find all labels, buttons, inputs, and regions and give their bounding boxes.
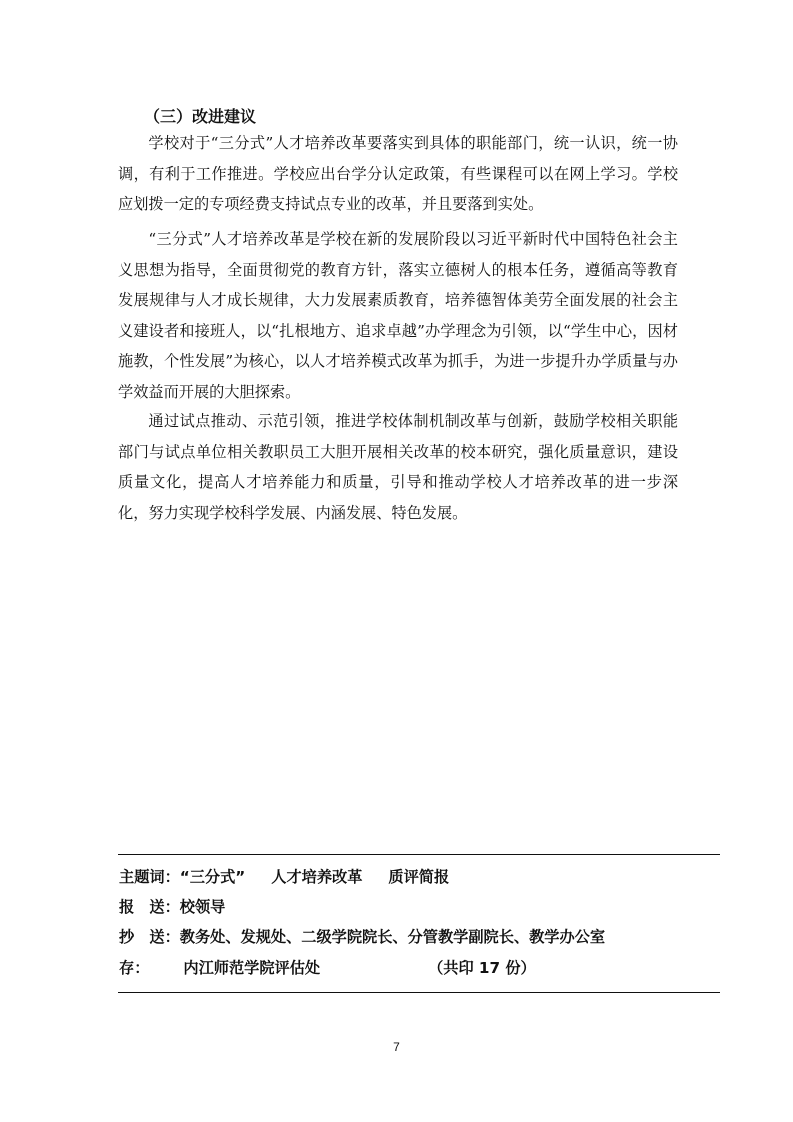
keyword-item: 质评简报 xyxy=(388,868,450,886)
paragraph-2: “三分式”人才培养改革是学校在新的发展阶段以习近平新时代中国特色社会主义思想为指导，全面贯彻党的教育方针，落实立德树人的根本任务，遵循高等教育发展规律与人才成长规律，大力发展素质教育，培养德智体美劳全面发展的社会主义建设者和接班人，以“扎根地方、追求卓越”办学理念为引领，以“学生中心，因材施教，个性发展”为核心，以人才培养模式改革为抓手，为进一步提升办学质量与办学效益而开展的大胆探索。 xyxy=(118,230,678,401)
paragraph-3: 通过试点推动、示范引领，推进学校体制机制改革与创新，鼓励学校相关职能部门与试点单位相关教职员工大胆开展相关改革的校本研究，强化质量意识，建设质量文化，提高人才培养能力和质量，引导和推动学校人才培养改革的进一步深化，努力实现学校科学发展、内涵发展、特色发展。 xyxy=(118,412,678,522)
paragraph-1: 学校对于“三分式”人才培养改革要落实到具体的职能部门，统一认识，统一协调，有利于工作推进。学校应出台学分认定政策，有些课程可以在网上学习。学校应划拨一定的专项经费支持试点专业的改革，并且要落到实处。 xyxy=(118,134,678,213)
print-count: （共印 17 份） xyxy=(428,959,536,977)
keywords-label: 主题词： xyxy=(119,868,180,886)
copy-recipients: 教务处、发规处、二级学院院长、分管教学副院长、教学办公室 xyxy=(179,928,605,946)
footer-top-rule xyxy=(118,854,720,855)
section-heading: （三）改进建议 xyxy=(144,107,257,126)
report-recipients: 校领导 xyxy=(179,898,226,916)
report-label: 报 送： xyxy=(119,898,180,916)
archive-row xyxy=(119,957,536,978)
footer-bottom-rule xyxy=(118,992,720,993)
page-number: 7 xyxy=(393,1040,400,1054)
keywords-row xyxy=(119,866,449,887)
copy-label: 抄 送： xyxy=(119,928,180,946)
archive-label: 存： xyxy=(119,959,150,977)
report-row xyxy=(119,896,225,917)
keyword-item: 人才培养改革 xyxy=(271,868,363,886)
archive-unit: 内江师范学院评估处 xyxy=(183,959,321,977)
keyword-item: “三分式” xyxy=(179,868,246,886)
copy-row xyxy=(119,926,605,947)
